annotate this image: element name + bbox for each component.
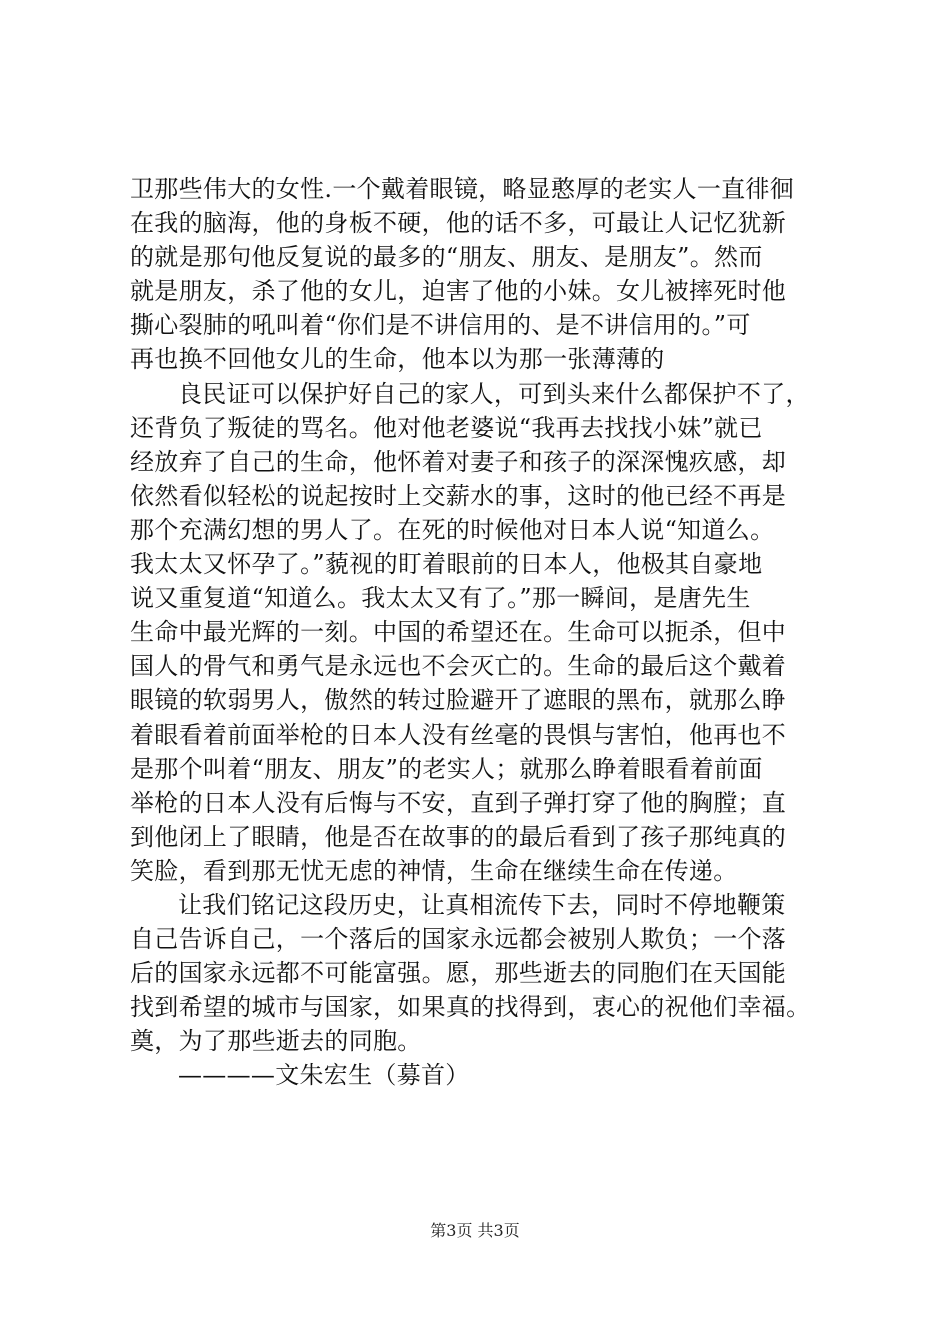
signature-paragraph: [130, 1058, 858, 1092]
text-line: 眼镜的软弱男人，傲然的转过脸避开了遮眼的黑布，就那么睁: [130, 686, 787, 715]
text-line: 到他闭上了眼睛，他是否在故事的的最后看到了孩子那纯真的: [130, 822, 787, 851]
document-body: [130, 172, 858, 1093]
text-line: 经放弃了自己的生命，他怀着对妻子和孩子的深深愧疚感，却: [130, 447, 787, 476]
text-line: 那个充满幻想的男人了。在死的时候他对日本人说“知道么。: [130, 515, 775, 544]
text-line: 还背负了叛徒的骂名。他对他老婆说“我再去找找小妹”就已: [130, 413, 763, 442]
text-line: 国人的骨气和勇气是永远也不会灭亡的。生命的最后这个戴着: [130, 652, 787, 681]
text-line: 举枪的日本人没有后悔与不安，直到子弹打穿了他的胸膛；直: [130, 788, 787, 817]
text-line: 再也换不回他女儿的生命，他本以为那一张薄薄的: [130, 345, 665, 374]
paragraph: [130, 377, 858, 888]
text-line: 撕心裂肺的吼叫着“你们是不讲信用的、是不讲信用的。”可: [130, 311, 751, 340]
author-signature: ————文朱宏生（募首）: [178, 1061, 470, 1090]
text-line: 良民证可以保护好自己的家人，可到头来什么都保护不了，: [178, 379, 810, 408]
text-line: 自己告诉自己，一个落后的国家永远都会被别人欺负；一个落: [130, 925, 787, 954]
text-line: 让我们铭记这段历史，让真相流传下去，同时不停地鞭策: [178, 890, 786, 919]
text-line: 后的国家永远都不可能富强。愿，那些逝去的同胞们在天国能: [130, 959, 787, 988]
text-line: 就是朋友，杀了他的女儿，迫害了他的小妹。女儿被摔死时他: [130, 277, 787, 306]
paragraph: [130, 172, 858, 377]
text-line: 着眼看着前面举枪的日本人没有丝毫的畏惧与害怕，他再也不: [130, 720, 787, 749]
text-line: 是那个叫着“朋友、朋友”的老实人；就那么睁着眼看着前面: [130, 754, 763, 783]
paragraph: [130, 888, 858, 1058]
text-line: 在我的脑海，他的身板不硬，他的话不多，可最让人记忆犹新: [130, 209, 787, 238]
text-line: 找到希望的城市与国家，如果真的找得到，衷心的祝他们幸福。: [130, 993, 811, 1022]
text-line: 笑脸，看到那无忧无虑的神情，生命在继续生命在传递。: [130, 856, 738, 885]
text-line: 我太太又怀孕了。”藐视的盯着眼前的日本人，他极其自豪地: [130, 550, 763, 579]
text-line: 生命中最光辉的一刻。中国的希望还在。生命可以扼杀，但中: [130, 618, 787, 647]
text-line: 依然看似轻松的说起按时上交薪水的事，这时的他已经不再是: [130, 481, 787, 510]
text-line: 说又重复道“知道么。我太太又有了。”那一瞬间，是唐先生: [130, 584, 751, 613]
text-line: 卫那些伟大的女性.一个戴着眼镜，略显憨厚的老实人一直徘徊: [130, 175, 795, 203]
text-line: 奠，为了那些逝去的同胞。: [130, 1027, 422, 1056]
page-number-footer: 第3页 共3页: [430, 1221, 520, 1240]
text-line: 的就是那句他反复说的最多的“朋友、朋友、是朋友”。然而: [130, 243, 763, 272]
